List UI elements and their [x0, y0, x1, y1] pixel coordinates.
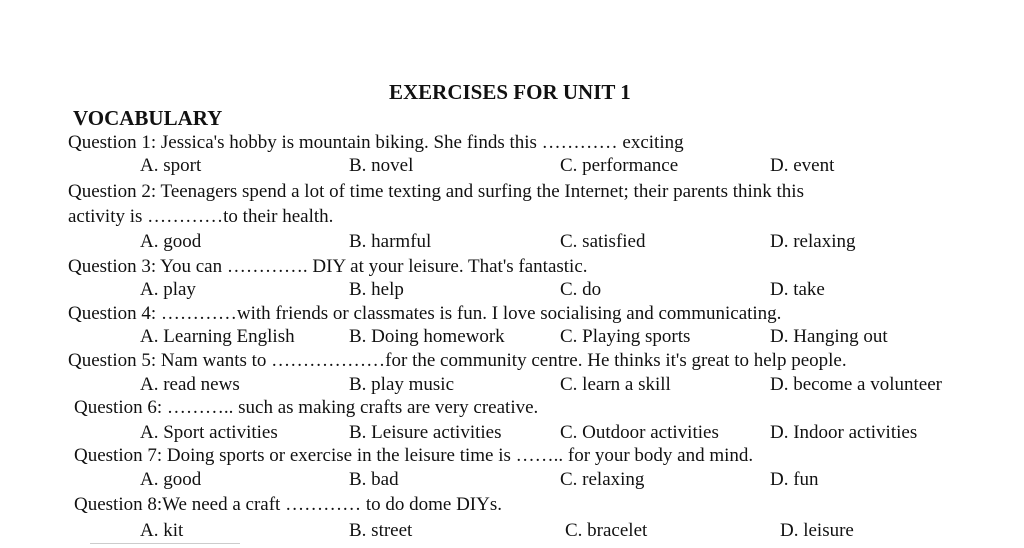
option-a: A. good — [140, 469, 202, 490]
section-heading: VOCABULARY — [73, 106, 223, 130]
option-b: B. play music — [349, 374, 455, 395]
option-c: C. learn a skill — [560, 374, 671, 395]
option-d: D. leisure — [780, 520, 854, 541]
page-cutoff-divider — [90, 543, 240, 548]
worksheet-title: EXERCISES FOR UNIT 1 — [389, 80, 631, 104]
option-a: A. Learning English — [140, 326, 295, 347]
question-7-text: Question 7: Doing sports or exercise in the leisure time is …….. for your body and mind. — [74, 445, 754, 466]
question-2-text-cont: activity is …………to their health. — [68, 206, 334, 227]
option-d: D. take — [770, 279, 825, 300]
option-b: B. bad — [349, 469, 399, 490]
option-a: A. sport — [140, 155, 202, 176]
option-b: B. help — [349, 279, 404, 300]
option-d: D. fun — [770, 469, 819, 490]
question-8-text: Question 8:We need a craft ………… to do dome DIYs. — [74, 494, 502, 515]
option-a: A. read news — [140, 374, 240, 395]
question-5-text: Question 5: Nam wants to ………………for the community centre. He thinks it's great to help people. — [68, 350, 847, 371]
option-a: A. good — [140, 231, 202, 252]
option-b: B. Doing homework — [349, 326, 505, 347]
option-a: A. kit — [140, 520, 184, 541]
option-d: D. become a volunteer — [770, 374, 942, 395]
option-c: C. satisfied — [560, 231, 646, 252]
option-a: A. Sport activities — [140, 422, 278, 443]
option-b: B. street — [349, 520, 413, 541]
option-b: B. Leisure activities — [349, 422, 502, 443]
question-4-text: Question 4: …………with friends or classmates is fun. I love socialising and communicating. — [68, 303, 782, 324]
option-c: C. relaxing — [560, 469, 645, 490]
option-a: A. play — [140, 279, 196, 300]
option-b: B. novel — [349, 155, 414, 176]
option-d: D. event — [770, 155, 835, 176]
option-c: C. do — [560, 279, 602, 300]
option-d: D. relaxing — [770, 231, 856, 252]
option-c: C. performance — [560, 155, 679, 176]
question-6-text: Question 6: ……….. such as making crafts are very creative. — [74, 397, 539, 418]
option-c: C. Playing sports — [560, 326, 691, 347]
option-c: C. Outdoor activities — [560, 422, 719, 443]
option-c: C. bracelet — [565, 520, 648, 541]
option-b: B. harmful — [349, 231, 432, 252]
question-1-text: Question 1: Jessica's hobby is mountain biking. She finds this ………… exciting — [68, 132, 684, 153]
option-d: D. Hanging out — [770, 326, 888, 347]
question-2-text: Question 2: Teenagers spend a lot of time texting and surfing the Internet; their parents think this — [68, 181, 804, 202]
question-3-text: Question 3: You can …………. DIY at your leisure. That's fantastic. — [68, 256, 588, 277]
option-d: D. Indoor activities — [770, 422, 918, 443]
